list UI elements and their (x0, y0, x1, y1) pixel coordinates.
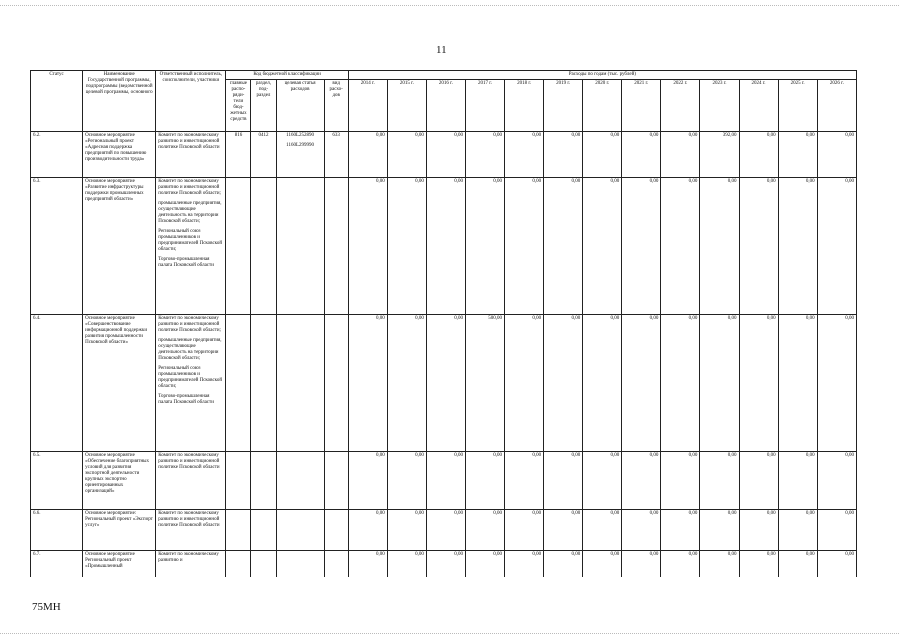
row-year-value: 0,00 (778, 178, 817, 315)
row-year-value: 0,00 (348, 315, 387, 452)
row-year-value: 0,00 (544, 315, 583, 452)
row-year-value: 0,00 (544, 452, 583, 510)
row-year-value: 0,00 (622, 132, 661, 178)
row-csr (276, 510, 324, 551)
row-executors (156, 178, 226, 315)
row-year-value: 0,00 (661, 510, 700, 551)
row-year-value: 0,00 (505, 315, 544, 452)
row-year-value: 0,00 (387, 510, 426, 551)
executor-entry: Комитет по экономическому развитию и инвестиционной политике Псковской области (158, 453, 220, 470)
row-year-value: 0,00 (583, 510, 622, 551)
row-year-value: 0,00 (622, 452, 661, 510)
row-year-value: 0,00 (739, 178, 778, 315)
row-year-value: 0,00 (583, 132, 622, 178)
row-year-value: 0,00 (622, 551, 661, 578)
executor-entry: Комитет по экономическому развитию и инвестиционной политике Псковской области (158, 511, 220, 528)
row-year-value: 0,00 (700, 452, 739, 510)
row-year-value: 0,00 (778, 315, 817, 452)
executor-entry: промышленные предприятия, осуществляющие деятельность на территории Псковской области; (158, 338, 222, 361)
executor-entry: Региональный союз промышленников и предпринимателей Псковской области; (158, 366, 223, 389)
row-year-value: 0,00 (505, 551, 544, 578)
row-year-value: 0,00 (583, 452, 622, 510)
row-year-value: 0,00 (387, 551, 426, 578)
row-rzpr (251, 452, 276, 510)
row-vr (324, 315, 348, 452)
row-vr (324, 178, 348, 315)
row-year-value: 0,00 (583, 315, 622, 452)
csr-code: 1160L252890 (286, 133, 314, 138)
row-year-value: 0,00 (544, 551, 583, 578)
row-year-value: 0,00 (465, 132, 504, 178)
row-name: Основное мероприятие «Совершенствование информационной поддержки развития промышленности Псковской области» (83, 315, 156, 452)
page-number: 11 (436, 44, 447, 56)
header-budget-group: Код бюджетной классификации (226, 71, 348, 80)
header-year: 2014 г. (348, 80, 387, 132)
row-year-value: 0,00 (465, 551, 504, 578)
header-year: 2025 г. (778, 80, 817, 132)
executor-entry: Комитет по экономическому развитию и инвестиционной политике Псковской области; (158, 179, 221, 196)
table-row (31, 452, 857, 510)
header-year: 2016 г. (426, 80, 465, 132)
row-year-value: 0,00 (739, 132, 778, 178)
row-year-value: 0,00 (583, 178, 622, 315)
scan-bottom-edge (0, 633, 899, 634)
row-year-value: 0,00 (348, 551, 387, 578)
row-grbs (226, 452, 251, 510)
row-csr (276, 178, 324, 315)
header-name: Наименование Государственной программы, подпрограммы (ведомственной целевой программы, основного (83, 71, 156, 132)
row-rzpr (251, 315, 276, 452)
row-year-value: 392,00 (700, 132, 739, 178)
row-csr (276, 452, 324, 510)
row-year-value: 0,00 (426, 315, 465, 452)
row-year-value: 0,00 (465, 452, 504, 510)
row-year-value: 0,00 (700, 315, 739, 452)
row-year-value: 0,00 (778, 551, 817, 578)
executor-entry: Комитет по экономическому развитию и инвестиционной политике Псковской области; (158, 316, 221, 333)
executor-entry: промышленные предприятия, осуществляющие деятельность на территории Псковской области; (158, 201, 222, 224)
header-vr: вид расхо-дов (324, 80, 348, 132)
row-name: Основное мероприятие: Региональный проект «Экспорт услуг» (83, 510, 156, 551)
row-year-value: 0,00 (348, 452, 387, 510)
executor-entry: Региональный союз промышленников и предпринимателей Псковской области; (158, 229, 223, 252)
header-grbs: главные распо-ряди-тели бюд-жетных средств (226, 80, 251, 132)
row-year-value: 0,00 (348, 132, 387, 178)
executor-entry: Комитет по экономическому развитию и инвестиционной политике Псковской области (158, 133, 220, 150)
row-rzpr: 0412 (251, 132, 276, 178)
row-name: Основное мероприятие «Развитие инфраструктуры поддержки промышленных предприятий области» (83, 178, 156, 315)
row-name: Основное мероприятие «Обеспечение благоприятных условий для развития экспортной деятельности крупных экспортно ориентированных организаций» (83, 452, 156, 510)
header-year: 2024 г. (739, 80, 778, 132)
row-status: 6.2. (31, 132, 83, 178)
table-row (31, 551, 857, 578)
row-csr (276, 315, 324, 452)
table-row (31, 178, 857, 315)
csr-code: 1160L299990 (286, 143, 314, 148)
row-year-value: 0,00 (661, 178, 700, 315)
row-year-value: 0,00 (426, 452, 465, 510)
row-year-value: 0,00 (387, 178, 426, 315)
row-year-value: 0,00 (426, 551, 465, 578)
row-vr (324, 452, 348, 510)
table-row (31, 315, 857, 452)
row-year-value: 0,00 (817, 132, 856, 178)
row-status: 6.6. (31, 510, 83, 551)
row-year-value: 0,00 (505, 452, 544, 510)
row-year-value: 0,00 (739, 510, 778, 551)
row-year-value: 0,00 (387, 132, 426, 178)
header-rzpr: раздел, под-раздел (251, 80, 276, 132)
row-executors (156, 452, 226, 510)
row-vr: 633 (324, 132, 348, 178)
row-year-value: 0,00 (622, 315, 661, 452)
row-status: 6.4. (31, 315, 83, 452)
row-year-value: 0,00 (817, 315, 856, 452)
row-csr (276, 551, 324, 578)
row-year-value: 0,00 (817, 178, 856, 315)
row-year-value: 0,00 (387, 452, 426, 510)
row-year-value: 0,00 (387, 315, 426, 452)
row-year-value: 0,00 (817, 510, 856, 551)
executor-entry: Комитет по экономическому развитию и (158, 552, 219, 563)
table-row (31, 510, 857, 551)
row-year-value: 0,00 (778, 510, 817, 551)
row-executors (156, 510, 226, 551)
row-year-value: 500,00 (465, 315, 504, 452)
row-year-value: 0,00 (544, 132, 583, 178)
header-year: 2020 г. (583, 80, 622, 132)
scan-top-edge (0, 5, 899, 6)
row-year-value: 0,00 (622, 178, 661, 315)
row-status: 6.7. (31, 551, 83, 578)
row-year-value: 0,00 (465, 510, 504, 551)
row-year-value: 0,00 (426, 178, 465, 315)
row-rzpr (251, 551, 276, 578)
header-year: 2015 г. (387, 80, 426, 132)
header-year: 2023 г. (700, 80, 739, 132)
row-grbs: 816 (226, 132, 251, 178)
header-executor: Ответственный исполнитель, соисполнители, участники (156, 71, 226, 132)
row-year-value: 0,00 (661, 452, 700, 510)
row-year-value: 0,00 (817, 551, 856, 578)
row-year-value: 0,00 (778, 132, 817, 178)
row-executors (156, 315, 226, 452)
row-year-value: 0,00 (739, 452, 778, 510)
row-year-value: 0,00 (505, 510, 544, 551)
table-header (31, 71, 857, 132)
row-year-value: 0,00 (583, 551, 622, 578)
executor-entry: Торгово-промышленная палата Псковской области (158, 394, 214, 405)
row-grbs (226, 315, 251, 452)
row-year-value: 0,00 (661, 132, 700, 178)
header-year: 2017 г. (465, 80, 504, 132)
header-year: 2019 г. (544, 80, 583, 132)
budget-table (30, 70, 857, 577)
document-code: 75МН (32, 601, 61, 613)
row-csr (276, 132, 324, 178)
row-status: 6.5. (31, 452, 83, 510)
row-grbs (226, 510, 251, 551)
row-year-value: 0,00 (544, 510, 583, 551)
header-year: 2018 г. (505, 80, 544, 132)
row-year-value: 0,00 (544, 178, 583, 315)
row-executors (156, 132, 226, 178)
row-grbs (226, 551, 251, 578)
row-year-value: 0,00 (348, 510, 387, 551)
row-year-value: 0,00 (661, 551, 700, 578)
row-year-value: 0,00 (700, 551, 739, 578)
table-body (31, 132, 857, 578)
row-vr (324, 551, 348, 578)
row-year-value: 0,00 (426, 510, 465, 551)
row-year-value: 0,00 (739, 315, 778, 452)
row-year-value: 0,00 (505, 178, 544, 315)
row-year-value: 0,00 (622, 510, 661, 551)
row-rzpr (251, 510, 276, 551)
row-name: Основное мероприятие «Региональный проект «Адресная поддержка предприятий по повышению производительности труда» (83, 132, 156, 178)
row-year-value: 0,00 (465, 178, 504, 315)
header-year: 2021 г. (622, 80, 661, 132)
row-vr (324, 510, 348, 551)
row-status: 6.3. (31, 178, 83, 315)
row-executors (156, 551, 226, 578)
row-year-value: 0,00 (426, 132, 465, 178)
table-row (31, 132, 857, 178)
header-csr: целевая статья расходов (276, 80, 324, 132)
row-rzpr (251, 178, 276, 315)
row-year-value: 0,00 (661, 315, 700, 452)
header-year: 2026 г. (817, 80, 856, 132)
row-grbs (226, 178, 251, 315)
row-year-value: 0,00 (817, 452, 856, 510)
header-year: 2022 г. (661, 80, 700, 132)
row-year-value: 0,00 (505, 132, 544, 178)
row-year-value: 0,00 (348, 178, 387, 315)
executor-entry: Торгово-промышленная палата Псковской области (158, 257, 214, 268)
row-year-value: 0,00 (778, 452, 817, 510)
header-expenses-group: Расходы по годам (тыс. рублей) (348, 71, 856, 80)
row-name: Основное мероприятие Региональный проект «Промышленный (83, 551, 156, 578)
row-year-value: 0,00 (700, 178, 739, 315)
header-status: Статус (31, 71, 83, 132)
row-year-value: 0,00 (700, 510, 739, 551)
row-year-value: 0,00 (739, 551, 778, 578)
